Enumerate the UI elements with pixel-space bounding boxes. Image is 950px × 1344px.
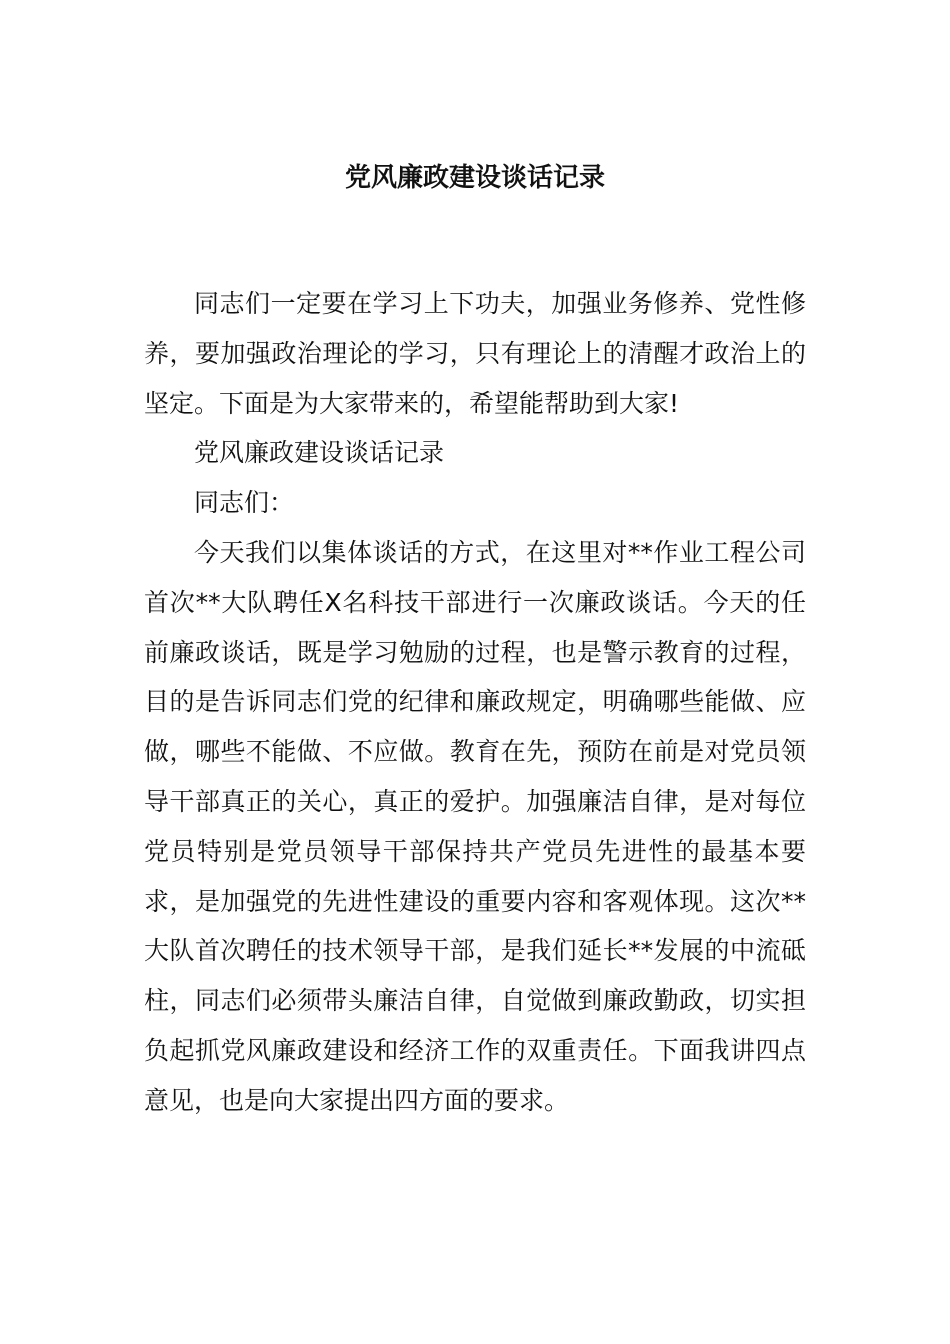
document-body — [144, 279, 806, 1126]
main-paragraph: 今天我们以集体谈话的方式，在这里对**作业工程公司首次**大队聘任X名科技干部进行一次廉政谈话。今天的任前廉政谈话，既是学习勉励的过程，也是警示教育的过程，目的是告诉同志们党的纪律和廉政规定，明确哪些能做、应做，哪些不能做、不应做。教育在先，预防在前是对党员领导干部真正的关心，真正的爱护。加强廉洁自律，是对每位党员特别是党员领导干部保持共产党员先进性的最基本要求，是加强党的先进性建设的重要内容和客观体现。这次**大队首次聘任的技术领导干部，是我们延长**发展的中流砥柱，同志们必须带头廉洁自律，自觉做到廉政勤政，切实担负起抓党风廉政建设和经济工作的双重责任。下面我讲四点意见，也是向大家提出四方面的要求。 — [144, 537, 806, 1115]
section-heading: 党风廉政建设谈话记录 — [194, 438, 445, 468]
intro-paragraph: 同志们一定要在学习上下功夫，加强业务修养、党性修养，要加强政治理论的学习，只有理论上的清醒才政治上的坚定。下面是为大家带来的，希望能帮助到大家! — [144, 289, 806, 418]
document-title: 党风廉政建设谈话记录 — [344, 163, 605, 193]
salutation: 同志们： — [194, 488, 295, 518]
